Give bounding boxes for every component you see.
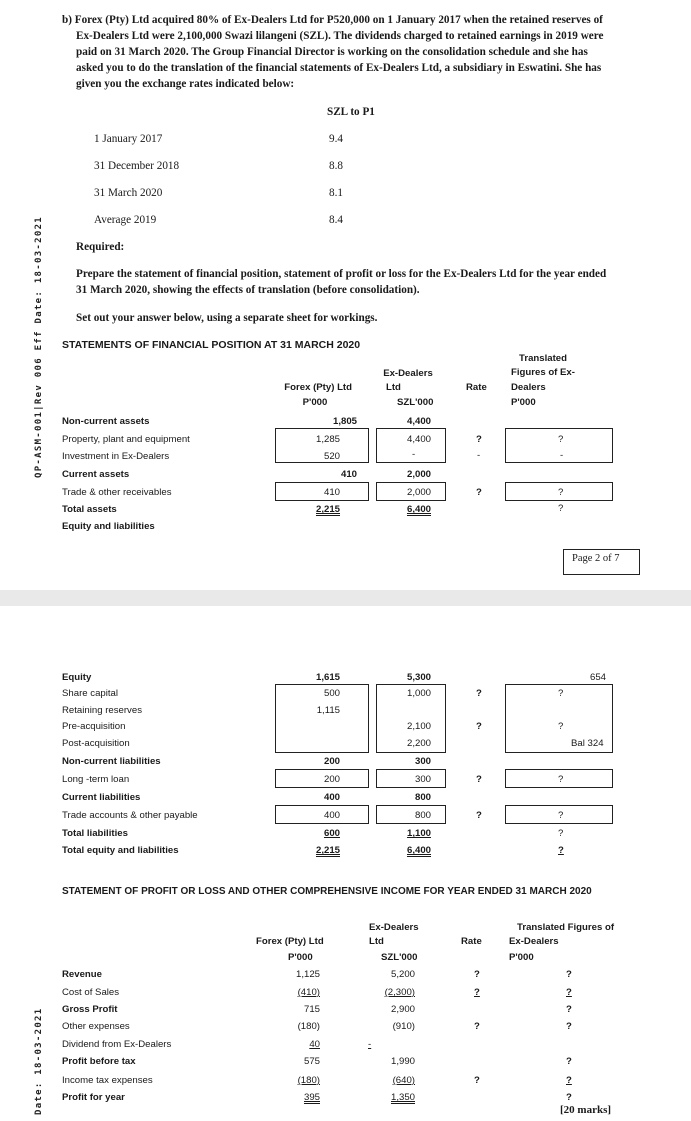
label-ltl: Long -term loan bbox=[62, 774, 130, 785]
val-trade-t: ? bbox=[558, 487, 564, 498]
required-heading: Required: bbox=[76, 241, 125, 253]
pl-forex: (180) bbox=[297, 1021, 320, 1032]
val-inv-r: - bbox=[477, 450, 481, 461]
pl-label: Other expenses bbox=[62, 1021, 130, 1032]
pl-rate: ? bbox=[474, 969, 480, 980]
question-line-1: b) Forex (Pty) Ltd acquired 80% of Ex-Dealers Ltd for P520,000 on 1 January 2017 when the retained reserves of bbox=[62, 14, 603, 26]
pl-header-ex-3: SZL'000 bbox=[381, 952, 418, 963]
label-pre: Pre-acquisition bbox=[62, 721, 126, 732]
label-sc: Share capital bbox=[62, 688, 118, 699]
val-trade-f: 410 bbox=[323, 487, 340, 498]
val-eq-t: 654 bbox=[590, 672, 607, 683]
pl-header-forex-2: P'000 bbox=[288, 952, 313, 963]
pl-forex: 40 bbox=[309, 1039, 320, 1050]
pl-label: Revenue bbox=[62, 969, 102, 980]
val-sc-e: 1,000 bbox=[406, 688, 431, 699]
val-ca-f: 410 bbox=[340, 469, 357, 480]
val-ltl-r: ? bbox=[476, 774, 482, 785]
side-label-top: QP-ASM-001|Rev 006 Eff Date: 18-03-2021 bbox=[34, 215, 44, 478]
val-ta-f: 2,215 bbox=[315, 504, 340, 515]
label-ppe: Property, plant and equipment bbox=[62, 434, 190, 445]
required-line-2: 31 March 2020, showing the effects of translation (before consolidation). bbox=[76, 284, 420, 296]
val-ta-e: 6,400 bbox=[406, 504, 431, 515]
sofp-header-tr-3: Dealers bbox=[511, 382, 546, 393]
val-trade-r: ? bbox=[476, 487, 482, 498]
val-tl-t: ? bbox=[558, 828, 564, 839]
val-ppe-r: ? bbox=[476, 434, 482, 445]
pl-tr: ? bbox=[566, 1004, 572, 1015]
val-inv-f: 520 bbox=[323, 451, 340, 462]
pl-forex: 715 bbox=[303, 1004, 320, 1015]
rate-label-3: 31 March 2020 bbox=[94, 187, 163, 199]
val-eq-e: 5,300 bbox=[406, 672, 431, 683]
val-eq-f: 1,615 bbox=[315, 672, 340, 683]
pl-rate: ? bbox=[474, 987, 480, 998]
sofp-header-tr-4: P'000 bbox=[511, 397, 536, 408]
rates-header: SZL to P1 bbox=[327, 106, 375, 118]
label-ca: Current assets bbox=[62, 469, 130, 480]
pl-tr: ? bbox=[566, 1021, 572, 1032]
label-equity: Equity bbox=[62, 672, 92, 683]
pl-header-rate: Rate bbox=[461, 936, 482, 947]
label-tl: Total liabilities bbox=[62, 828, 128, 839]
val-inv-t: - bbox=[560, 450, 564, 461]
sofp-header-forex-2: P'000 bbox=[302, 397, 328, 408]
rate-label-1: 1 January 2017 bbox=[94, 133, 163, 145]
pl-label: Gross Profit bbox=[62, 1004, 118, 1015]
val-rr-f: 1,115 bbox=[316, 705, 340, 716]
rate-label-2: 31 December 2018 bbox=[94, 160, 180, 172]
val-ltl-f: 200 bbox=[323, 774, 340, 785]
label-ncl: Non-current liabilities bbox=[62, 756, 161, 767]
rate-value-4: 8.4 bbox=[329, 214, 343, 226]
pl-forex: 575 bbox=[303, 1056, 320, 1067]
pl-header-tr-2: Ex-Dealers bbox=[509, 936, 559, 947]
val-cl-f: 400 bbox=[323, 792, 340, 803]
pl-forex: 395 bbox=[303, 1092, 320, 1103]
pl-tr: ? bbox=[566, 1092, 572, 1103]
val-sc-f: 500 bbox=[323, 688, 340, 699]
pl-label: Cost of Sales bbox=[62, 987, 120, 998]
label-cl: Current liabilities bbox=[62, 792, 141, 803]
page-number: Page 2 of 7 bbox=[563, 549, 640, 575]
pl-header-tr-3: P'000 bbox=[509, 952, 534, 963]
val-trade-e: 2,000 bbox=[406, 487, 431, 498]
pl-label: Income tax expenses bbox=[62, 1075, 153, 1086]
val-post-t: Bal 324 bbox=[571, 738, 604, 749]
pl-header-forex-1: Forex (Pty) Ltd bbox=[256, 936, 324, 947]
sofp-header-ex-3: SZL'000 bbox=[397, 397, 434, 408]
val-ppe-t: ? bbox=[558, 434, 564, 445]
pl-forex: (410) bbox=[297, 987, 320, 998]
val-pre-t: ? bbox=[558, 721, 564, 732]
pl-forex: 1,125 bbox=[295, 969, 320, 980]
val-cl-e: 800 bbox=[414, 792, 431, 803]
rate-value-2: 8.8 bbox=[329, 160, 343, 172]
val-ca-e: 2,000 bbox=[406, 469, 431, 480]
val-post-e: 2,200 bbox=[406, 738, 431, 749]
val-tap-e: 800 bbox=[414, 810, 431, 821]
pl-label: Dividend from Ex-Dealers bbox=[62, 1039, 172, 1050]
question-line-5: given you the exchange rates indicated below: bbox=[76, 78, 295, 90]
val-ppe-f: 1,285 bbox=[315, 434, 340, 445]
val-sc-r: ? bbox=[476, 688, 482, 699]
val-tap-r: ? bbox=[476, 810, 482, 821]
val-nca-f: 1,805 bbox=[332, 416, 357, 427]
label-tel: Total equity and liabilities bbox=[62, 845, 179, 856]
label-ta: Total assets bbox=[62, 504, 117, 515]
pl-tr: ? bbox=[566, 1075, 572, 1086]
pl-ex: 5,200 bbox=[390, 969, 415, 980]
pl-header-tr-1: Translated Figures of bbox=[517, 922, 615, 933]
rate-label-4: Average 2019 bbox=[94, 214, 157, 226]
instruction: Set out your answer below, using a separate sheet for workings. bbox=[76, 312, 378, 324]
val-tel-e: 6,400 bbox=[406, 845, 431, 856]
question-line-4: asked you to do the translation of the financial statements of Ex-Dealers Ltd, a subsidiary in Eswatini. She has bbox=[76, 62, 602, 74]
val-pre-e: 2,100 bbox=[406, 721, 431, 732]
val-tap-f: 400 bbox=[323, 810, 340, 821]
rate-value-3: 8.1 bbox=[329, 187, 343, 199]
val-tl-e: 1,100 bbox=[406, 828, 431, 839]
pl-header-ex-1: Ex-Dealers bbox=[369, 922, 419, 933]
pl-tr: ? bbox=[566, 1056, 572, 1067]
label-trade: Trade & other receivables bbox=[62, 487, 172, 498]
pl-ex: 2,900 bbox=[390, 1004, 415, 1015]
sofp-header-rate: Rate bbox=[466, 382, 487, 393]
sofp-header-ex-1: Ex-Dealers bbox=[383, 368, 433, 379]
marks: [20 marks] bbox=[560, 1104, 612, 1116]
pl-rate: ? bbox=[474, 1075, 480, 1086]
label-post: Post-acquisition bbox=[62, 738, 130, 749]
pl-ex: 1,990 bbox=[390, 1056, 415, 1067]
val-ncl-f: 200 bbox=[323, 756, 340, 767]
label-inv: Investment in Ex-Dealers bbox=[62, 451, 170, 462]
val-tl-f: 600 bbox=[323, 828, 340, 839]
val-ppe-e: 4,400 bbox=[406, 434, 431, 445]
pl-title: STATEMENT OF PROFIT OR LOSS AND OTHER COMPREHENSIVE INCOME FOR YEAR ENDED 31 MARCH 2020 bbox=[62, 886, 592, 897]
pl-ex: (2,300) bbox=[384, 987, 415, 998]
label-rr: Retaining reserves bbox=[62, 705, 142, 716]
sofp-title: STATEMENTS OF FINANCIAL POSITION AT 31 MARCH 2020 bbox=[62, 339, 361, 351]
val-pre-r: ? bbox=[476, 721, 482, 732]
pl-label: Profit for year bbox=[62, 1092, 125, 1103]
val-sc-t: ? bbox=[558, 688, 564, 699]
rate-value-1: 9.4 bbox=[329, 133, 343, 145]
label-nca: Non-current assets bbox=[62, 416, 150, 427]
val-nca-e: 4,400 bbox=[406, 416, 431, 427]
pl-header-ex-2: Ltd bbox=[369, 936, 384, 947]
val-ltl-t: ? bbox=[558, 774, 564, 785]
val-ncl-e: 300 bbox=[414, 756, 431, 767]
pl-ex: 1,350 bbox=[390, 1092, 415, 1103]
pl-tr: ? bbox=[566, 969, 572, 980]
pl-ex: - bbox=[368, 1039, 372, 1050]
label-tap: Trade accounts & other payable bbox=[62, 810, 198, 821]
val-tel-f: 2,215 bbox=[315, 845, 340, 856]
sofp-header-tr-2: Figures of Ex- bbox=[511, 367, 575, 378]
sofp-header-tr-1: Translated bbox=[519, 353, 567, 364]
val-ta-t: ? bbox=[558, 503, 564, 514]
side-label-bottom: Date: 18-03-2021 bbox=[34, 1007, 44, 1115]
page-gap bbox=[0, 590, 691, 606]
pl-label: Profit before tax bbox=[62, 1056, 136, 1067]
val-inv-e: - bbox=[412, 449, 416, 460]
question-line-3: paid on 31 March 2020. The Group Financial Director is working on the consolidation schedule and she has bbox=[76, 46, 588, 58]
pl-ex: (910) bbox=[392, 1021, 415, 1032]
val-ltl-e: 300 bbox=[414, 774, 431, 785]
sofp-header-ex-2: Ltd bbox=[386, 382, 401, 393]
val-tel-t: ? bbox=[558, 845, 564, 856]
sofp-header-forex-1: Forex (Pty) Ltd bbox=[284, 382, 352, 393]
pl-forex: (180) bbox=[297, 1075, 320, 1086]
question-line-2: Ex-Dealers Ltd were 2,100,000 Swazi lilangeni (SZL). The dividends charged to retained earnings in 2019 were bbox=[76, 30, 604, 42]
label-eql: Equity and liabilities bbox=[62, 521, 155, 532]
required-line-1: Prepare the statement of financial position, statement of profit or loss for the Ex-Dealers Ltd for the year ended bbox=[76, 268, 607, 280]
pl-tr: ? bbox=[566, 987, 572, 998]
pl-rate: ? bbox=[474, 1021, 480, 1032]
pl-ex: (640) bbox=[392, 1075, 415, 1086]
val-tap-t: ? bbox=[558, 810, 564, 821]
